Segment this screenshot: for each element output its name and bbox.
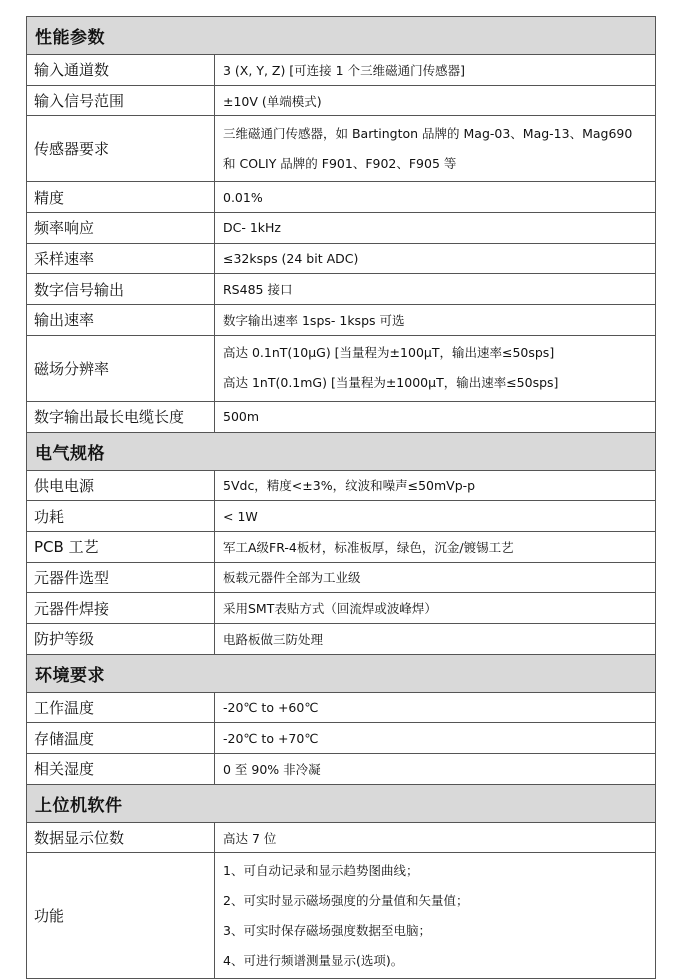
spec-value-line: 1、可自动记录和显示趋势图曲线； <box>223 862 419 878</box>
spec-value <box>215 55 656 86</box>
spec-table <box>26 16 656 979</box>
spec-value <box>215 692 656 723</box>
spec-row <box>27 723 656 754</box>
spec-label: 元器件选型 <box>27 562 215 593</box>
spec-label: 输出速率 <box>27 305 215 336</box>
spec-label: 频率响应 <box>27 213 215 244</box>
spec-row <box>27 335 656 401</box>
spec-row <box>27 853 656 979</box>
section-header <box>27 17 656 55</box>
spec-row <box>27 562 656 593</box>
section-title: 环境要求 <box>27 654 656 692</box>
spec-value-line: 500m <box>223 409 260 425</box>
spec-row <box>27 401 656 432</box>
spec-value <box>215 623 656 654</box>
spec-row <box>27 243 656 274</box>
spec-label: 传感器要求 <box>27 116 215 182</box>
spec-label: 功耗 <box>27 501 215 532</box>
section-header <box>27 784 656 822</box>
spec-row <box>27 531 656 562</box>
spec-value-line: 和 COLIY 品牌的 F901、F902、F905 等 <box>223 155 457 171</box>
section-header <box>27 432 656 470</box>
spec-value <box>215 335 656 401</box>
spec-row <box>27 274 656 305</box>
spec-value-line: 高达 0.1nT(10μG) [当量程为±100μT，输出速率≤50sps] <box>223 345 555 361</box>
spec-value-line: 0.01% <box>223 189 263 205</box>
spec-value-line: 采用SMT表贴方式（回流焊或波峰焊） <box>223 601 437 617</box>
spec-value-line: -20℃ to +60℃ <box>223 699 319 715</box>
spec-row <box>27 182 656 213</box>
spec-value <box>215 853 656 979</box>
spec-label: 元器件焊接 <box>27 593 215 624</box>
spec-label: 功能 <box>27 853 215 979</box>
spec-label: 相关湿度 <box>27 754 215 785</box>
spec-row <box>27 754 656 785</box>
spec-label: 输入信号范围 <box>27 85 215 116</box>
spec-row <box>27 501 656 532</box>
section-title: 性能参数 <box>27 17 656 55</box>
spec-label: 数字输出最长电缆长度 <box>27 401 215 432</box>
spec-value-line: 2、可实时显示磁场强度的分量值和矢量值； <box>223 892 469 908</box>
spec-row <box>27 305 656 336</box>
spec-value <box>215 501 656 532</box>
spec-value <box>215 822 656 853</box>
spec-label: 存储温度 <box>27 723 215 754</box>
spec-row <box>27 85 656 116</box>
spec-value-line: 0 至 90% 非冷凝 <box>223 761 321 777</box>
spec-label: 防护等级 <box>27 623 215 654</box>
spec-value-line: 数字输出速率 1sps- 1ksps 可选 <box>223 312 405 328</box>
spec-value-line: 3 (X, Y, Z) [可连接 1 个三维磁通门传感器] <box>223 62 465 78</box>
section-header <box>27 654 656 692</box>
spec-label: PCB 工艺 <box>27 531 215 562</box>
section-title: 电气规格 <box>27 432 656 470</box>
spec-label: 磁场分辨率 <box>27 335 215 401</box>
spec-value-line: < 1W <box>223 508 258 524</box>
spec-value <box>215 401 656 432</box>
section-title: 上位机软件 <box>27 784 656 822</box>
spec-value <box>215 182 656 213</box>
spec-label: 采样速率 <box>27 243 215 274</box>
spec-value-line: ≤32ksps (24 bit ADC) <box>223 251 359 267</box>
spec-value-line: 电路板做三防处理 <box>223 631 324 647</box>
spec-label: 工作温度 <box>27 692 215 723</box>
spec-label: 数字信号输出 <box>27 274 215 305</box>
spec-value <box>215 85 656 116</box>
spec-value-line: 4、可进行频谱测量显示(选项)。 <box>223 952 404 968</box>
spec-row <box>27 116 656 182</box>
spec-value <box>215 116 656 182</box>
spec-row <box>27 470 656 501</box>
spec-table-body <box>27 17 656 979</box>
spec-label: 数据显示位数 <box>27 822 215 853</box>
spec-value-line: RS485 接口 <box>223 282 293 298</box>
spec-value <box>215 274 656 305</box>
spec-row <box>27 213 656 244</box>
spec-label: 供电电源 <box>27 470 215 501</box>
spec-value <box>215 593 656 624</box>
spec-value <box>215 213 656 244</box>
spec-value-line: 5Vdc，精度<±3%，纹波和噪声≤50mVp-p <box>223 478 476 494</box>
spec-value <box>215 305 656 336</box>
spec-value-line: 军工A级FR-4板材，标准板厚，绿色，沉金/镀锡工艺 <box>223 539 514 555</box>
spec-value <box>215 531 656 562</box>
spec-row <box>27 593 656 624</box>
spec-value-line: DC- 1kHz <box>223 220 281 236</box>
spec-value-line: 板载元器件全部为工业级 <box>223 570 361 586</box>
spec-label: 输入通道数 <box>27 55 215 86</box>
spec-value-line: ±10V (单端模式) <box>223 93 322 109</box>
spec-value <box>215 723 656 754</box>
spec-row <box>27 623 656 654</box>
spec-value-line: 高达 7 位 <box>223 830 277 846</box>
spec-value <box>215 243 656 274</box>
spec-value-line: 3、可实时保存磁场强度数据至电脑； <box>223 922 431 938</box>
spec-value-line: 高达 1nT(0.1mG) [当量程为±1000μT，输出速率≤50sps] <box>223 375 559 391</box>
spec-value <box>215 562 656 593</box>
spec-value <box>215 470 656 501</box>
spec-row <box>27 692 656 723</box>
spec-label: 精度 <box>27 182 215 213</box>
spec-row <box>27 55 656 86</box>
spec-value-line: -20℃ to +70℃ <box>223 730 319 746</box>
spec-row <box>27 822 656 853</box>
spec-value <box>215 754 656 785</box>
spec-value-line: 三维磁通门传感器，如 Bartington 品牌的 Mag-03、Mag-13、Mag690 <box>223 125 633 141</box>
